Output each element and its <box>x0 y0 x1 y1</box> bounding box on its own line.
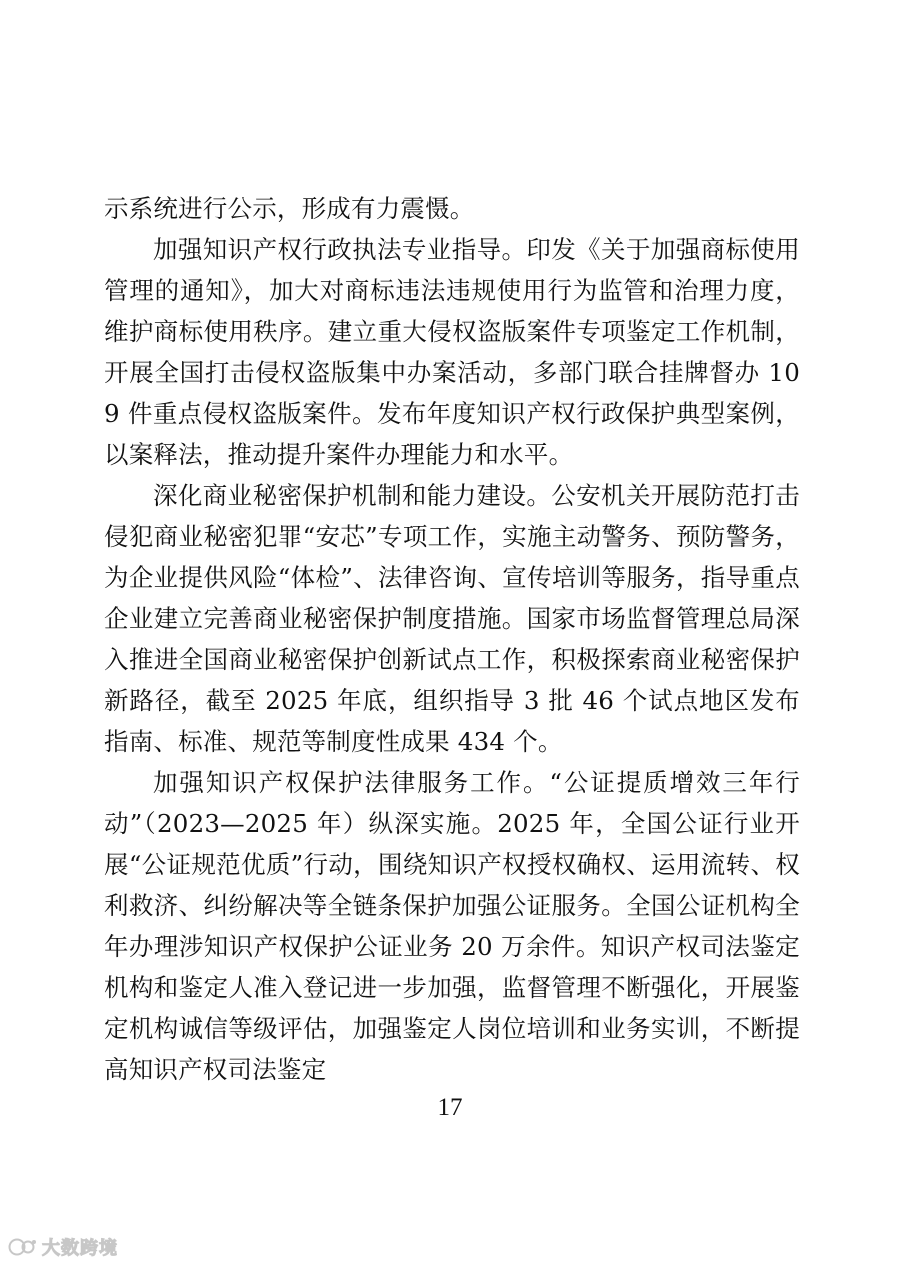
paragraph-1: 示系统进行公示，形成有力震慑。 <box>104 194 475 223</box>
watermark-text: 大数跨境 <box>42 1238 118 1259</box>
paragraph-4: 加强知识产权保护法律服务工作。“公证提质增效三年行动”（2023—2025 年）纵深实施。2025 年，全国公证行业开展“公证规范优质”行动，围绕知识产权授权确权、运用流转、权利救济、纠纷解决等全链条保护加强公证服务。全国公证机构全年办理涉知识产权保护公证业务 20 万余件。知识产权司法鉴定机构和鉴定人准入登记进一步加强，监督管理不断强化，开展鉴定机构诚信等级评估，加强鉴定人岗位培训和业务实训，不断提高知识产权司法鉴定 <box>104 768 800 1084</box>
body-text <box>104 188 800 1090</box>
paragraph-3: 深化商业秘密保护机制和能力建设。公安机关开展防范打击侵犯商业秘密犯罪“安芯”专项工作，实施主动警务、预防警务，为企业提供风险“体检”、法律咨询、宣传培训等服务，指导重点企业建立完善商业秘密保护制度措施。国家市场监督管理总局深入推进全国商业秘密保护创新试点工作，积极探索商业秘密保护新路径，截至 2025 年底，组织指导 3 批 46 个试点地区发布指南、标准、规范等制度性成果 434 个。 <box>104 481 800 756</box>
page-number: 17 <box>437 1094 463 1121</box>
brand-logo-icon <box>8 1236 38 1258</box>
paragraph-2: 加强知识产权行政执法专业指导。印发《关于加强商标使用管理的通知》，加大对商标违法违规使用行为监管和治理力度，维护商标使用秩序。建立重大侵权盗版案件专项鉴定工作机制，开展全国打击侵权盗版集中办案活动，多部门联合挂牌督办 109 件重点侵权盗版案件。发布年度知识产权行政保护典型案例，以案释法，推动提升案件办理能力和水平。 <box>104 235 800 469</box>
watermark <box>8 1234 118 1260</box>
